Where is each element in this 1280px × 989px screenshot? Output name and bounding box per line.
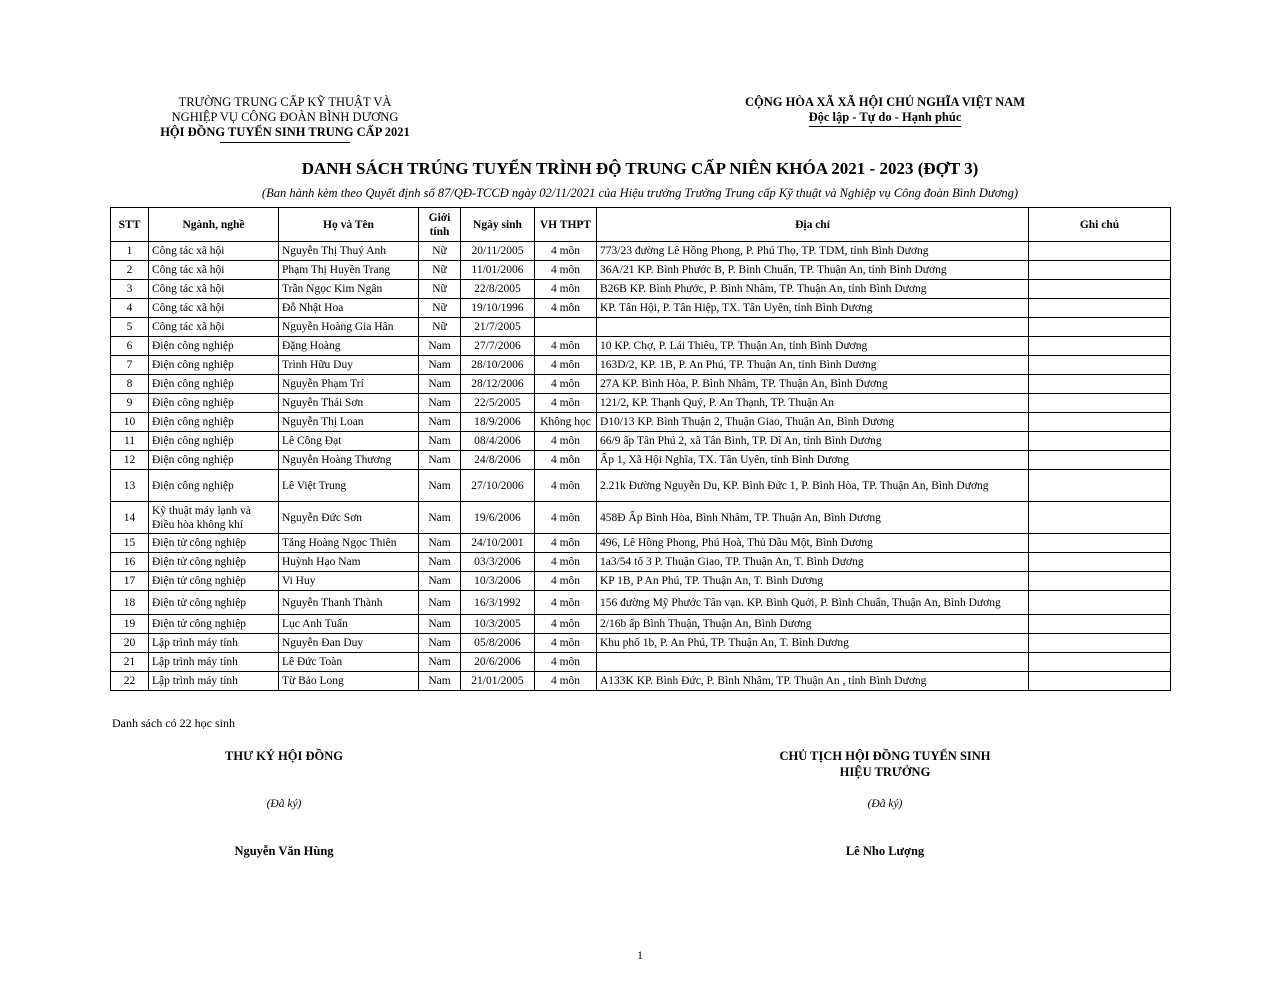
cell-stt: 12 [111, 451, 149, 470]
cell-name: Vi Huy [279, 572, 419, 591]
table-row [111, 502, 1171, 534]
cell-vh: Không học [535, 413, 597, 432]
cell-major: Điện công nghiệp [149, 432, 279, 451]
cell-major: Lập trình máy tính [149, 653, 279, 672]
header-name: Họ và Tên [279, 208, 419, 242]
cell-stt: 8 [111, 375, 149, 394]
cell-vh: 4 môn [535, 634, 597, 653]
cell-dob: 22/5/2005 [461, 394, 535, 413]
cell-stt: 14 [111, 502, 149, 534]
cell-dob: 10/3/2005 [461, 615, 535, 634]
cell-stt: 22 [111, 672, 149, 691]
cell-address: 2.21k Đường Nguyễn Du, KP. Bình Đức 1, P. Bình Hòa, TP. Thuận An, Bình Dương [597, 470, 1029, 502]
cell-address [597, 653, 1029, 672]
cell-gender: Nam [419, 553, 461, 572]
cell-note [1029, 375, 1171, 394]
cell-address [597, 318, 1029, 337]
cell-stt: 13 [111, 470, 149, 502]
cell-note [1029, 413, 1171, 432]
cell-name: Nguyễn Hoàng Thương [279, 451, 419, 470]
cell-gender: Nam [419, 432, 461, 451]
cell-name: Nguyễn Phạm Trí [279, 375, 419, 394]
chairman-signature [735, 748, 1035, 859]
cell-dob: 03/3/2006 [461, 553, 535, 572]
cell-note [1029, 242, 1171, 261]
council-name: HỘI ĐỒNG TUYỂN SINH TRUNG CẤP 2021 [160, 125, 410, 139]
principal-role: HIỆU TRƯỞNG [839, 765, 931, 779]
cell-name: Nguyễn Thanh Thành [279, 591, 419, 615]
cell-major: Điện công nghiệp [149, 356, 279, 375]
cell-name: Trình Hữu Duy [279, 356, 419, 375]
cell-note [1029, 432, 1171, 451]
cell-dob: 11/01/2006 [461, 261, 535, 280]
cell-stt: 15 [111, 534, 149, 553]
cell-address: 458Đ Ấp Bình Hòa, Bình Nhâm, TP. Thuận An, Bình Dương [597, 502, 1029, 534]
header-gender: Giới tính [419, 208, 461, 242]
cell-gender: Nam [419, 375, 461, 394]
cell-gender: Nữ [419, 299, 461, 318]
cell-major: Kỹ thuật máy lạnh và Điều hòa không khí [149, 502, 279, 534]
cell-stt: 11 [111, 432, 149, 451]
cell-dob: 21/7/2005 [461, 318, 535, 337]
cell-vh: 4 môn [535, 432, 597, 451]
cell-vh: 4 môn [535, 653, 597, 672]
cell-dob: 22/8/2005 [461, 280, 535, 299]
cell-vh: 4 môn [535, 534, 597, 553]
cell-major: Điện công nghiệp [149, 337, 279, 356]
cell-note [1029, 534, 1171, 553]
cell-gender: Nữ [419, 242, 461, 261]
cell-name: Nguyễn Thị Thuý Anh [279, 242, 419, 261]
cell-note [1029, 337, 1171, 356]
table-row [111, 470, 1171, 502]
cell-address: 156 đường Mỹ Phước Tân vạn. KP. Bình Quới, P. Bình Chuẩn, Thuận An, Bình Dương [597, 591, 1029, 615]
cell-stt: 17 [111, 572, 149, 591]
cell-vh: 4 môn [535, 356, 597, 375]
cell-name: Nguyễn Hoàng Gia Hân [279, 318, 419, 337]
header-major: Ngành, nghề [149, 208, 279, 242]
table-row [111, 653, 1171, 672]
cell-name: Huỳnh Hạo Nam [279, 553, 419, 572]
table-row [111, 280, 1171, 299]
cell-major: Điện tử công nghiệp [149, 572, 279, 591]
cell-address: 66/9 ấp Tân Phú 2, xã Tân Bình, TP. Dĩ An, tỉnh Bình Dương [597, 432, 1029, 451]
cell-stt: 9 [111, 394, 149, 413]
cell-address: 27A KP. Bình Hòa, P. Bình Nhâm, TP. Thuận An, Bình Dương [597, 375, 1029, 394]
cell-note [1029, 261, 1171, 280]
cell-stt: 7 [111, 356, 149, 375]
table-row [111, 242, 1171, 261]
cell-dob: 19/6/2006 [461, 502, 535, 534]
secretary-name: Nguyễn Văn Hùng [234, 844, 334, 858]
cell-vh [535, 318, 597, 337]
cell-dob: 20/11/2005 [461, 242, 535, 261]
cell-name: Từ Bảo Long [279, 672, 419, 691]
cell-vh: 4 môn [535, 451, 597, 470]
school-name-line1: TRƯỜNG TRUNG CẤP KỸ THUẬT VÀ [178, 95, 392, 109]
cell-dob: 16/3/1992 [461, 591, 535, 615]
cell-vh: 4 môn [535, 242, 597, 261]
school-header [140, 95, 430, 143]
cell-address: 163D/2, KP. 1B, P. An Phú, TP. Thuận An, tỉnh Bình Dương [597, 356, 1029, 375]
cell-dob: 27/7/2006 [461, 337, 535, 356]
table-row [111, 591, 1171, 615]
cell-name: Đỗ Nhật Hoa [279, 299, 419, 318]
cell-gender: Nam [419, 634, 461, 653]
cell-address: 496, Lê Hồng Phong, Phú Hoà, Thủ Dầu Một, Bình Dương [597, 534, 1029, 553]
cell-major: Điện tử công nghiệp [149, 615, 279, 634]
table-row [111, 337, 1171, 356]
cell-major: Điện tử công nghiệp [149, 553, 279, 572]
table-row [111, 451, 1171, 470]
cell-note [1029, 672, 1171, 691]
table-header-row [111, 208, 1171, 242]
cell-stt: 1 [111, 242, 149, 261]
cell-vh: 4 môn [535, 261, 597, 280]
cell-note [1029, 502, 1171, 534]
cell-address: Khu phố 1b, P. An Phú, TP. Thuận An, T. Bình Dương [597, 634, 1029, 653]
cell-major: Điện công nghiệp [149, 413, 279, 432]
cell-vh: 4 môn [535, 502, 597, 534]
cell-address: A133K KP. Bình Đức, P. Bình Nhâm, TP. Thuận An , tỉnh Bình Dương [597, 672, 1029, 691]
table-row [111, 261, 1171, 280]
cell-dob: 08/4/2006 [461, 432, 535, 451]
cell-vh: 4 môn [535, 470, 597, 502]
cell-name: Tăng Hoàng Ngọc Thiên [279, 534, 419, 553]
cell-name: Trần Ngọc Kim Ngân [279, 280, 419, 299]
cell-gender: Nam [419, 356, 461, 375]
cell-gender: Nam [419, 451, 461, 470]
cell-major: Điện công nghiệp [149, 375, 279, 394]
secretary-signature [134, 748, 434, 859]
table-row [111, 615, 1171, 634]
cell-name: Lục Anh Tuấn [279, 615, 419, 634]
chairman-role: CHỦ TỊCH HỘI ĐỒNG TUYỂN SINH [779, 749, 991, 763]
cell-vh: 4 môn [535, 572, 597, 591]
cell-dob: 10/3/2006 [461, 572, 535, 591]
cell-note [1029, 394, 1171, 413]
header-address: Địa chỉ [597, 208, 1029, 242]
nation-name: CỘNG HÒA XÃ XÃ HỘI CHỦ NGHĨA VIỆT NAM [744, 95, 1026, 109]
cell-stt: 6 [111, 337, 149, 356]
cell-address: 2/16b ấp Bình Thuận, Thuận An, Bình Dương [597, 615, 1029, 634]
cell-stt: 4 [111, 299, 149, 318]
cell-major: Điện tử công nghiệp [149, 591, 279, 615]
cell-vh: 4 môn [535, 299, 597, 318]
cell-name: Lê Việt Trung [279, 470, 419, 502]
cell-gender: Nữ [419, 280, 461, 299]
cell-note [1029, 572, 1171, 591]
cell-vh: 4 môn [535, 375, 597, 394]
table-row [111, 394, 1171, 413]
cell-gender: Nam [419, 534, 461, 553]
school-name-line2: NGHIỆP VỤ CÔNG ĐOÀN BÌNH DƯƠNG [171, 110, 399, 124]
cell-note [1029, 653, 1171, 672]
header-rule [220, 142, 350, 143]
admission-table [110, 207, 1171, 691]
cell-vh: 4 môn [535, 337, 597, 356]
header-dob: Ngày sinh [461, 208, 535, 242]
cell-major: Công tác xã hội [149, 299, 279, 318]
cell-note [1029, 318, 1171, 337]
page-number: 1 [637, 950, 643, 962]
table-row [111, 634, 1171, 653]
cell-stt: 20 [111, 634, 149, 653]
secretary-signed: (Đã ký) [266, 798, 302, 810]
cell-gender: Nam [419, 672, 461, 691]
cell-major: Công tác xã hội [149, 242, 279, 261]
cell-stt: 5 [111, 318, 149, 337]
cell-stt: 10 [111, 413, 149, 432]
cell-gender: Nam [419, 394, 461, 413]
cell-name: Phạm Thị Huyền Trang [279, 261, 419, 280]
cell-note [1029, 470, 1171, 502]
cell-dob: 24/10/2001 [461, 534, 535, 553]
cell-dob: 20/6/2006 [461, 653, 535, 672]
cell-name: Lê Đức Toàn [279, 653, 419, 672]
cell-stt: 3 [111, 280, 149, 299]
nation-header [700, 95, 1070, 127]
cell-stt: 18 [111, 591, 149, 615]
nation-motto: Độc lập - Tự do - Hạnh phúc [809, 110, 962, 127]
cell-address: 121/2, KP. Thạnh Quý, P. An Thạnh, TP. Thuận An [597, 394, 1029, 413]
cell-name: Nguyễn Đức Sơn [279, 502, 419, 534]
cell-dob: 28/10/2006 [461, 356, 535, 375]
cell-vh: 4 môn [535, 394, 597, 413]
cell-gender: Nữ [419, 261, 461, 280]
cell-dob: 24/8/2006 [461, 451, 535, 470]
table-row [111, 299, 1171, 318]
table-row [111, 356, 1171, 375]
cell-gender: Nam [419, 591, 461, 615]
cell-gender: Nam [419, 413, 461, 432]
table-row [111, 318, 1171, 337]
cell-note [1029, 553, 1171, 572]
cell-note [1029, 451, 1171, 470]
cell-gender: Nam [419, 572, 461, 591]
cell-gender: Nam [419, 502, 461, 534]
cell-stt: 16 [111, 553, 149, 572]
cell-vh: 4 môn [535, 672, 597, 691]
document-title: DANH SÁCH TRÚNG TUYỂN TRÌNH ĐỘ TRUNG CẤP NIÊN KHÓA 2021 - 2023 (ĐỢT 3) [301, 159, 979, 178]
cell-address: 773/23 đường Lê Hồng Phong, P. Phú Thọ, TP. TDM, tỉnh Bình Dương [597, 242, 1029, 261]
table-row [111, 672, 1171, 691]
cell-gender: Nam [419, 337, 461, 356]
cell-major: Điện công nghiệp [149, 470, 279, 502]
cell-stt: 19 [111, 615, 149, 634]
cell-note [1029, 615, 1171, 634]
cell-gender: Nam [419, 653, 461, 672]
header-stt: STT [111, 208, 149, 242]
cell-note [1029, 299, 1171, 318]
table-row [111, 432, 1171, 451]
cell-address: 36A/21 KP. Bình Phước B, P. Bình Chuẩn, TP. Thuận An, tỉnh Bình Dương [597, 261, 1029, 280]
cell-dob: 28/12/2006 [461, 375, 535, 394]
cell-dob: 21/01/2005 [461, 672, 535, 691]
cell-note [1029, 591, 1171, 615]
cell-dob: 18/9/2006 [461, 413, 535, 432]
cell-major: Lập trình máy tính [149, 634, 279, 653]
header-vh: VH THPT [535, 208, 597, 242]
cell-address: KP 1B, P An Phú, TP. Thuận An, T. Bình Dương [597, 572, 1029, 591]
cell-major: Điện công nghiệp [149, 394, 279, 413]
cell-name: Đặng Hoàng [279, 337, 419, 356]
cell-name: Nguyễn Thái Sơn [279, 394, 419, 413]
cell-stt: 2 [111, 261, 149, 280]
cell-dob: 27/10/2006 [461, 470, 535, 502]
cell-note [1029, 356, 1171, 375]
student-count: Danh sách có 22 học sinh [112, 716, 235, 730]
table-row [111, 572, 1171, 591]
cell-major: Công tác xã hội [149, 318, 279, 337]
cell-major: Công tác xã hội [149, 280, 279, 299]
cell-stt: 21 [111, 653, 149, 672]
cell-major: Công tác xã hội [149, 261, 279, 280]
table-body [111, 242, 1171, 691]
cell-gender: Nam [419, 615, 461, 634]
chairman-name: Lê Nho Lượng [845, 844, 925, 858]
cell-vh: 4 môn [535, 553, 597, 572]
cell-address: Ấp 1, Xã Hội Nghĩa, TX. Tân Uyên, tỉnh Bình Dương [597, 451, 1029, 470]
cell-major: Điện tử công nghiệp [149, 534, 279, 553]
cell-vh: 4 môn [535, 591, 597, 615]
table-row [111, 553, 1171, 572]
cell-address: KP. Tân Hội, P. Tân Hiệp, TX. Tân Uyên, tỉnh Bình Dương [597, 299, 1029, 318]
cell-note [1029, 280, 1171, 299]
document-subtitle: (Ban hành kèm theo Quyết định số 87/QĐ-TCCĐ ngày 02/11/2021 của Hiệu trưởng Trường Trung cấp Kỹ thuật và Nghiệp vụ Công đoàn Bình Dương) [261, 186, 1019, 200]
cell-address: B26B KP. Bình Phước, P. Bình Nhâm, TP. Thuận An, tỉnh Bình Dương [597, 280, 1029, 299]
cell-dob: 19/10/1996 [461, 299, 535, 318]
cell-address: D10/13 KP. Bình Thuận 2, Thuận Giao, Thuận An, Bình Dương [597, 413, 1029, 432]
cell-name: Lê Công Đạt [279, 432, 419, 451]
cell-dob: 05/8/2006 [461, 634, 535, 653]
cell-name: Nguyễn Thị Loan [279, 413, 419, 432]
cell-address: 1a3/54 tổ 3 P. Thuận Giao, TP. Thuận An, T. Bình Dương [597, 553, 1029, 572]
cell-address: 10 KP. Chợ, P. Lái Thiêu, TP. Thuận An, tỉnh Bình Dương [597, 337, 1029, 356]
secretary-role: THƯ KÝ HỘI ĐỒNG [225, 749, 343, 763]
cell-gender: Nam [419, 470, 461, 502]
table-row [111, 534, 1171, 553]
cell-name: Nguyễn Đan Duy [279, 634, 419, 653]
cell-vh: 4 môn [535, 280, 597, 299]
table-row [111, 413, 1171, 432]
header-note: Ghi chú [1029, 208, 1171, 242]
chairman-signed: (Đã ký) [867, 798, 903, 810]
cell-vh: 4 môn [535, 615, 597, 634]
cell-major: Lập trình máy tính [149, 672, 279, 691]
cell-major: Điện công nghiệp [149, 451, 279, 470]
cell-gender: Nữ [419, 318, 461, 337]
cell-note [1029, 634, 1171, 653]
table-row [111, 375, 1171, 394]
